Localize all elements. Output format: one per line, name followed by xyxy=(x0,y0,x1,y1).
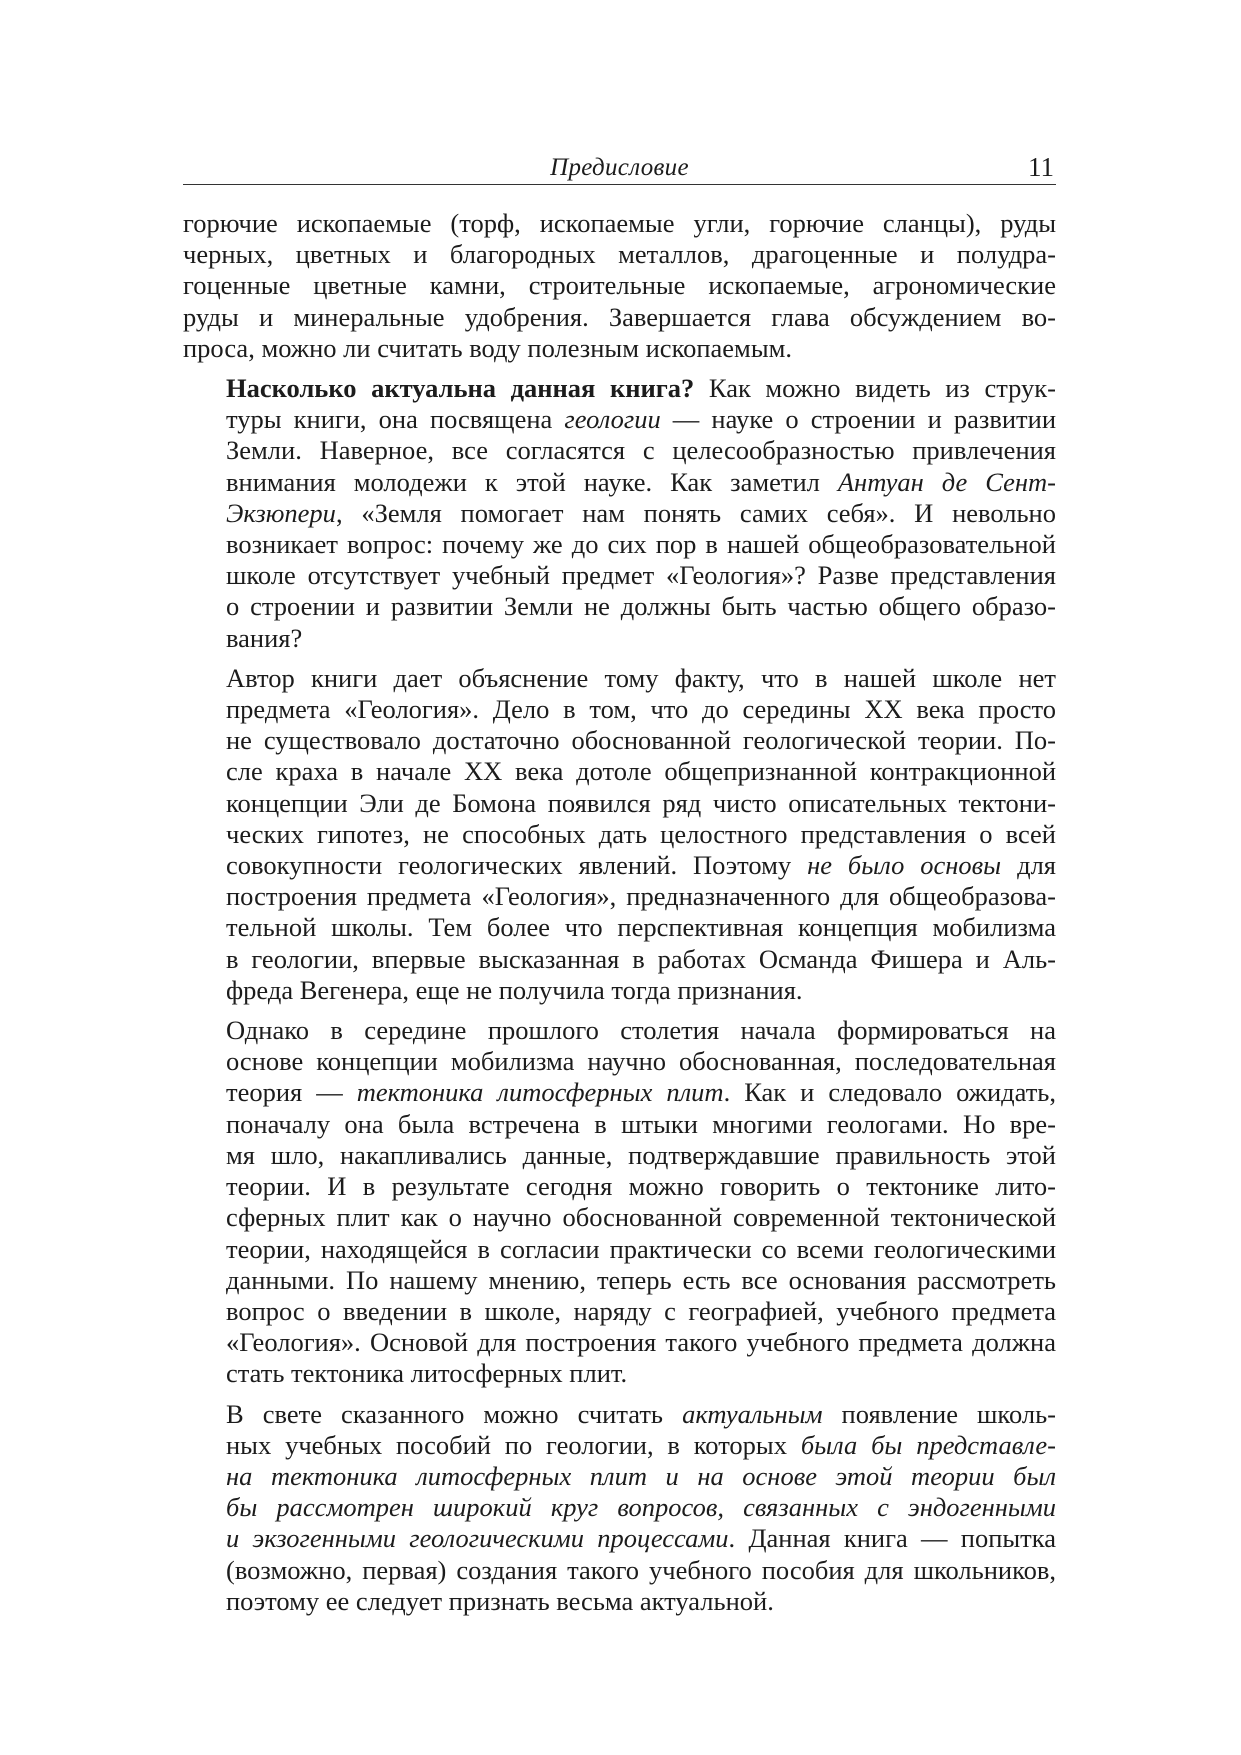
text-run: В свете сказанного можно считать xyxy=(226,1398,683,1429)
text-run: туры книги, она посвящена xyxy=(226,404,565,435)
text-line xyxy=(183,694,1056,725)
text-run: школе отсутствует учебный предмет «Геология»? Разве представления xyxy=(226,560,1056,591)
text-line xyxy=(183,498,1056,529)
text-line xyxy=(183,1171,1056,1202)
text-run: стать тектоника литосферных плит. xyxy=(226,1358,628,1389)
body-text xyxy=(183,208,1056,1626)
text-run: тельной школы. Тем более что перспективная концепция мобилизма xyxy=(226,912,1056,943)
text-line xyxy=(183,623,1056,654)
text-line xyxy=(183,1140,1056,1171)
text-line xyxy=(183,333,1056,364)
text-run: теории. И в результате сегодня можно говорить о тектонике лито- xyxy=(226,1171,1056,1202)
text-run: фреда Вегенера, еще не получила тогда признания. xyxy=(226,974,803,1005)
text-line xyxy=(183,1202,1056,1233)
text-line xyxy=(183,208,1056,239)
italic-text: актуальным xyxy=(682,1398,823,1429)
italic-text: была бы представле- xyxy=(800,1429,1056,1460)
italic-text: бы рассмотрен широкий круг вопросов, связанных с эндогенными xyxy=(226,1492,1056,1523)
text-run: поэтому ее следует признать весьма актуальной. xyxy=(226,1585,774,1616)
text-run: предмета «Геология». Дело в том, что до середины XX века просто xyxy=(226,694,1056,725)
text-run: Однако в середине прошлого столетия начала формироваться на xyxy=(226,1015,1056,1046)
text-run: появление школь- xyxy=(822,1398,1056,1429)
running-head xyxy=(183,150,1056,185)
text-line xyxy=(183,912,1056,943)
text-line xyxy=(183,1109,1056,1140)
text-run: . Как и следовало ожидать, xyxy=(723,1077,1057,1108)
text-run: о строении и развитии Земли не должны быть частью общего образо- xyxy=(226,591,1056,622)
text-run: данными. По нашему мнению, теперь есть все основания рассмотреть xyxy=(226,1264,1056,1295)
text-line xyxy=(183,850,1056,881)
text-line xyxy=(183,467,1056,498)
text-run: концепции Эли де Бомона появился ряд чисто описательных тектони- xyxy=(226,787,1056,818)
page-number: 11 xyxy=(1028,152,1054,182)
text-line xyxy=(183,663,1056,694)
running-title: Предисловие xyxy=(550,154,689,181)
text-run: возникает вопрос: почему же до сих пор в нашей общеобразовательной xyxy=(226,529,1056,560)
text-run: мя шло, накапливались данные, подтверждавшие правильность этой xyxy=(226,1139,1056,1170)
text-run: в геологии, впервые высказанная в работах Османда Фишера и Аль- xyxy=(226,943,1056,974)
text-run: поначалу она была встречена в штыки многими геологами. Но вре- xyxy=(226,1108,1056,1139)
text-line xyxy=(183,881,1056,912)
italic-text: не было основы xyxy=(807,850,1002,881)
text-run: — науке о строении и развитии xyxy=(660,404,1057,435)
text-line xyxy=(183,560,1056,591)
text-run: основе концепции мобилизма научно обоснованная, последовательная xyxy=(226,1046,1056,1077)
text-line xyxy=(183,435,1056,466)
text-line xyxy=(183,819,1056,850)
text-run: теория — xyxy=(226,1077,357,1108)
text-run: для xyxy=(1001,850,1056,881)
text-run: . Данная книга — попытка xyxy=(728,1523,1056,1554)
text-line xyxy=(183,944,1056,975)
italic-text: на тектоника литосферных плит и на основе этой теории был xyxy=(226,1460,1056,1491)
text-line xyxy=(183,756,1056,787)
text-line xyxy=(183,1296,1056,1327)
paragraph xyxy=(183,208,1056,364)
text-run: горючие ископаемые (торф, ископаемые угли, горючие сланцы), руды xyxy=(183,208,1056,238)
text-line xyxy=(183,529,1056,560)
text-line xyxy=(183,975,1056,1006)
text-run: вания? xyxy=(226,622,303,653)
text-line xyxy=(183,1555,1056,1586)
text-line xyxy=(183,1077,1056,1108)
text-line xyxy=(183,239,1056,270)
text-line xyxy=(183,725,1056,756)
text-line xyxy=(183,1461,1056,1492)
bold-text: Насколько актуальна данная книга? xyxy=(226,373,695,404)
text-line xyxy=(183,1492,1056,1523)
text-line xyxy=(183,788,1056,819)
text-line xyxy=(183,1265,1056,1296)
text-run: ческих гипотез, не способных дать целостного представления о всей xyxy=(226,818,1056,849)
paragraph xyxy=(183,1399,1056,1617)
text-line xyxy=(183,302,1056,333)
text-run: внимания молодежи к этой науке. Как заметил xyxy=(226,466,838,497)
text-run: совокупности геологических явлений. Поэтому xyxy=(226,850,808,881)
text-line xyxy=(183,591,1056,622)
italic-text: и экзогенными геологическими процессами xyxy=(226,1523,729,1554)
paragraph xyxy=(183,1015,1056,1389)
italic-text: тектоника литосферных плит xyxy=(356,1077,724,1108)
text-run: теории, находящейся в согласии практически со всеми геологическими xyxy=(226,1233,1056,1264)
text-run: гоценные цветные камни, строительные ископаемые, агрономические xyxy=(183,270,1056,301)
text-line xyxy=(183,1523,1056,1554)
text-line xyxy=(183,270,1056,301)
text-line xyxy=(183,1586,1056,1617)
italic-text: Экзюпери xyxy=(226,497,336,528)
text-run: построения предмета «Геология», предназначенного для общеобразова- xyxy=(226,881,1056,912)
text-run: Земли. Наверное, все согласятся с целесообразностью привлечения xyxy=(226,435,1056,466)
paragraph xyxy=(183,663,1056,1006)
text-run: вопрос о введении в школе, наряду с географией, учебного предмета xyxy=(226,1295,1056,1326)
text-run: Как можно видеть из струк- xyxy=(694,373,1056,404)
text-line xyxy=(183,1327,1056,1358)
text-line xyxy=(183,1358,1056,1389)
italic-text: геологии xyxy=(564,404,661,435)
text-run: черных, цветных и благородных металлов, драгоценные и полудра- xyxy=(183,239,1056,270)
text-run: , «Земля помогает нам понять самих себя». И невольно xyxy=(335,497,1056,528)
text-run: ных учебных пособий по геологии, в которых xyxy=(226,1429,801,1460)
text-run: сле краха в начале XX века дотоле общепризнанной контракционной xyxy=(226,756,1056,787)
text-line xyxy=(183,1015,1056,1046)
text-run: проса, можно ли считать воду полезным ископаемым. xyxy=(183,332,793,363)
text-line xyxy=(183,1046,1056,1077)
paragraph xyxy=(183,373,1056,654)
italic-text: Антуан де Сент- xyxy=(837,466,1057,497)
text-line xyxy=(183,404,1056,435)
text-line xyxy=(183,1430,1056,1461)
text-run: (возможно, первая) создания такого учебного пособия для школьников, xyxy=(226,1554,1056,1585)
text-line xyxy=(183,1234,1056,1265)
text-line xyxy=(183,373,1056,404)
text-run: «Геология». Основой для построения такого учебного предмета должна xyxy=(226,1327,1056,1358)
text-line xyxy=(183,1399,1056,1430)
text-run: не существовало достаточно обоснованной геологической теории. По- xyxy=(226,725,1056,756)
text-run: руды и минеральные удобрения. Завершается глава обсуждением во- xyxy=(183,301,1056,332)
text-run: сферных плит как о научно обоснованной современной тектонической xyxy=(226,1202,1056,1233)
text-run: Автор книги дает объяснение тому факту, что в нашей школе нет xyxy=(226,662,1056,693)
